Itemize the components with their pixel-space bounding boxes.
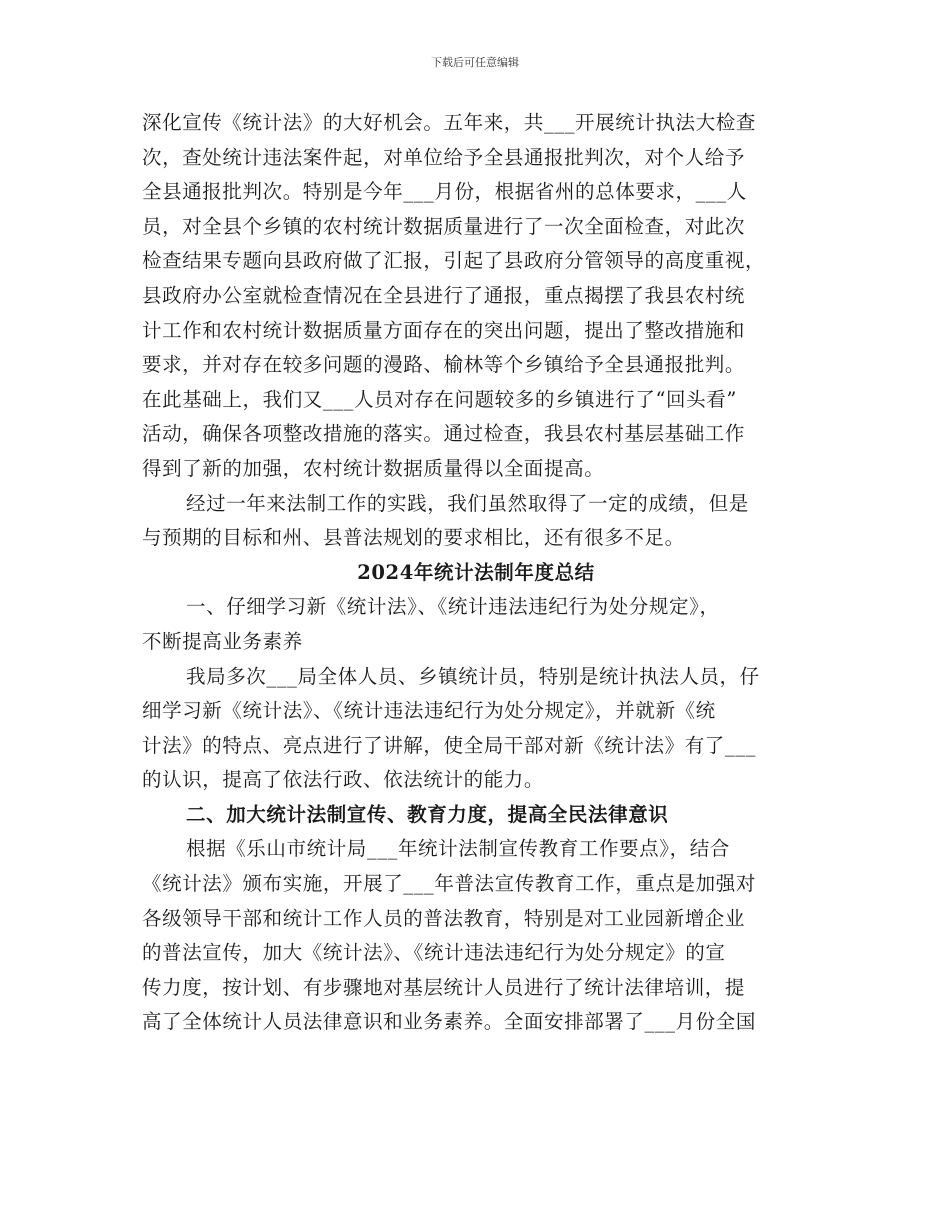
text-line: 细学习新《统计法》、《统计违法违纪行为处分规定》，并就新《统 [142,699,716,723]
text-line: 根据《乐山市统计局___年统计法制宣传教育工作要点》，结合 [186,837,730,861]
text-line: 的认识，提高了依法行政、依法统计的能力。 [142,768,545,792]
text-line: 次，查处统计违法案件起，对单位给予全县通报批判次，对个人给予 [142,145,746,169]
text-line: 在此基础上，我们又___人员对存在问题较多的乡镇进行了“回头看” [142,387,737,411]
text-line: 活动，确保各项整改措施的落实。通过检查，我县农村基层基础工作 [142,422,746,446]
section-title: 2024年统计法制年度总结 [357,560,595,584]
text-line: 各级领导干部和统计工作人员的普法教育，特别是对工业园新增企业 [142,906,746,930]
text-line: 一、仔细学习新《统计法》、《统计违法违纪行为处分规定》， [186,595,720,619]
text-line: 计法》的特点、亮点进行了讲解，使全局干部对新《统计法》有了___ [142,733,756,757]
text-line: 要求，并对存在较多问题的漫路、榆林等个乡镇给予全县通报批判。 [142,353,746,377]
text-line: 高了全体统计人员法律意识和业务素养。全面安排部署了___月份全国 [142,1010,756,1034]
text-line: 得到了新的加强，农村统计数据质量得以全面提高。 [142,456,605,480]
text-line: 计工作和农村统计数据质量方面存在的突出问题，提出了整改措施和 [142,318,746,342]
text-line: 员，对全县个乡镇的农村统计数据质量进行了一次全面检查，对此次 [142,214,746,238]
text-line: 与预期的目标和州、县普法规划的要求相比，还有很多不足。 [142,526,685,550]
document-body [142,106,810,1040]
page-header: 下载后可任意编辑 [431,56,519,69]
text-line: 县政府办公室就检查情况在全县进行了通报，重点揭摆了我县农村统 [142,283,746,307]
text-line: 《统计法》颁布实施，开展了___年普法宣传教育工作，重点是加强对 [142,872,756,896]
text-line: 经过一年来法制工作的实践，我们虽然取得了一定的成绩，但是 [186,491,749,515]
text-line: 深化宣传《统计法》的大好机会。五年来，共___开展统计执法大检查 [142,111,756,134]
section-heading: 二、加大统计法制宣传、教育力度，提高全民法律意识 [186,802,669,826]
text-line: 检查结果专题向县政府做了汇报，引起了县政府分管领导的高度重视， [142,249,766,273]
text-line: 我局多次___局全体人员、乡镇统计员，特别是统计执法人员，仔 [186,664,760,688]
text-line: 全县通报批判次。特别是今年___月份，根据省州的总体要求，___人 [142,180,747,204]
text-line: 传力度，按计划、有步骤地对基层统计人员进行了统计法律培训，提 [142,975,746,999]
text-line: 不断提高业务素养 [142,629,303,653]
text-line: 的普法宣传，加大《统计法》、《统计违法违纪行为处分规定》的宣 [142,941,726,965]
